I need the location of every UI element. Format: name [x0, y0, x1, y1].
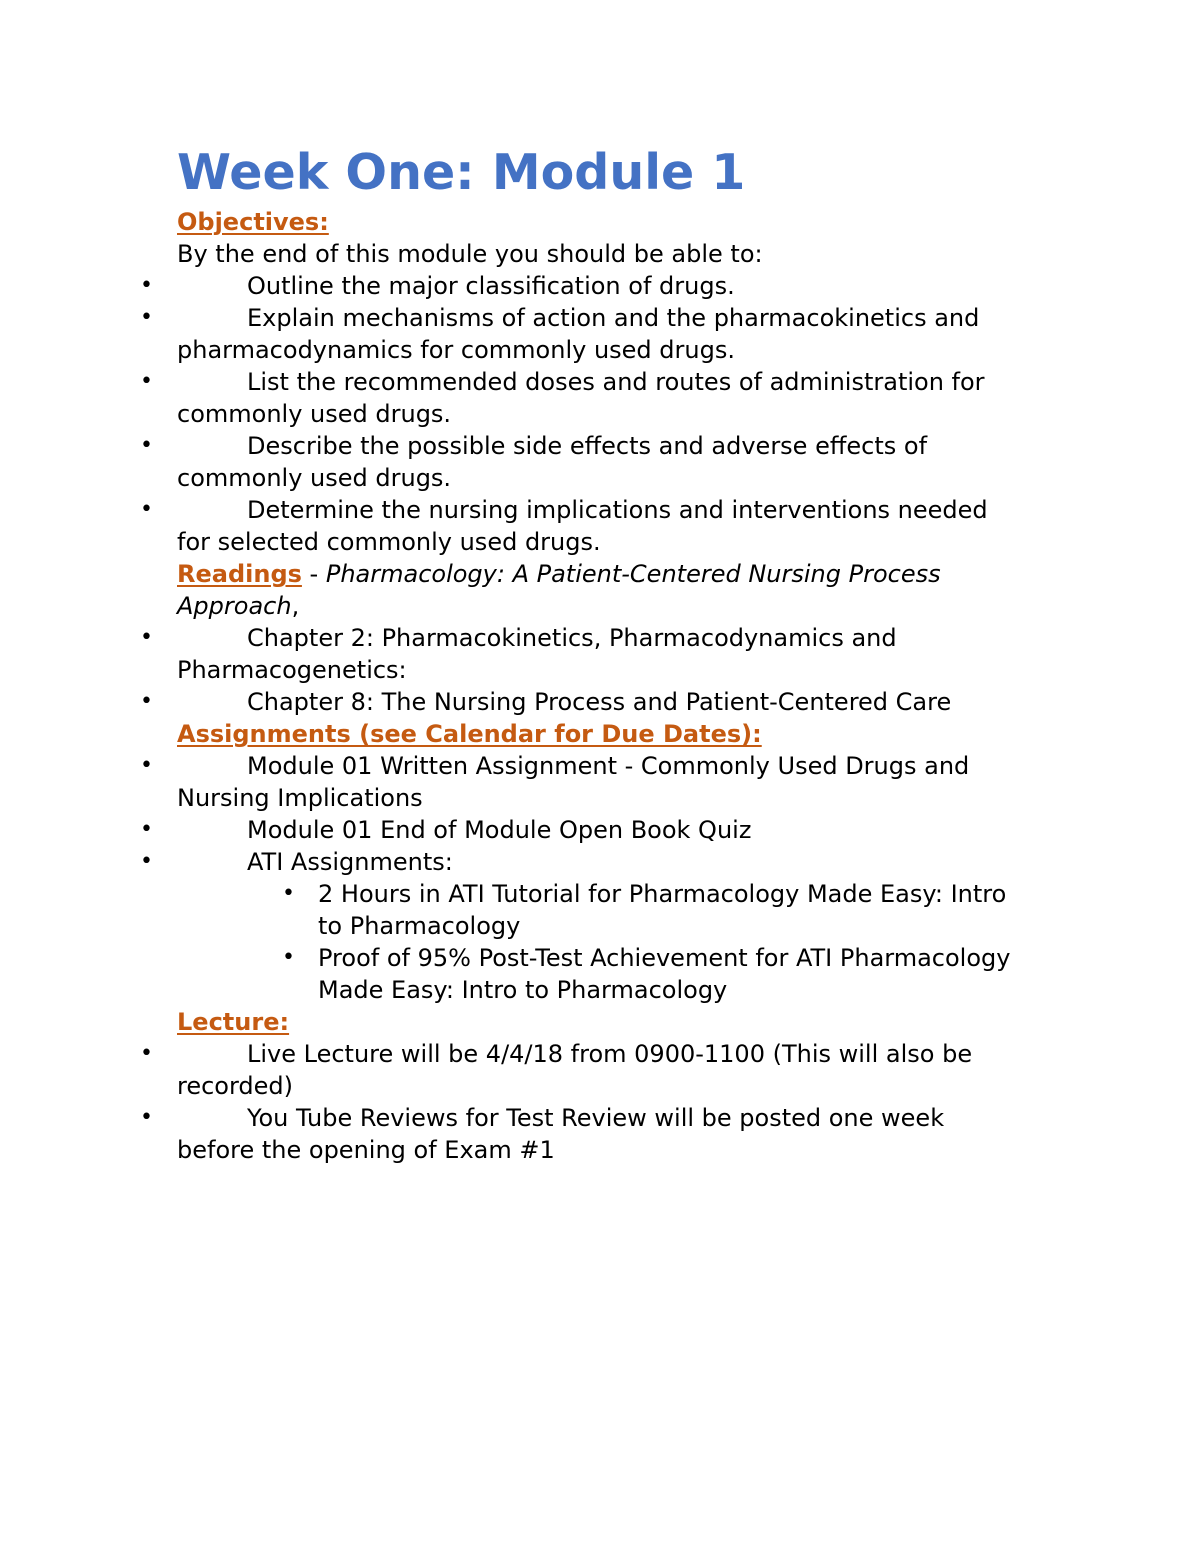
readings-line: [177, 558, 1027, 622]
list-item: [140, 1038, 1027, 1102]
list-item: [140, 366, 1027, 430]
reading-text: Chapter 2: Pharmacokinetics, Pharmacodynamics and Pharmacogenetics:: [177, 624, 897, 684]
page-title: Week One: Module 1: [177, 144, 746, 201]
bullet-icon: •: [140, 1105, 153, 1130]
bullet-icon: •: [140, 817, 153, 842]
list-item: [140, 686, 1027, 718]
list-item: [282, 942, 1027, 1006]
bullet-icon: •: [140, 689, 153, 714]
lecture-list: [140, 1038, 1027, 1166]
list-item: [140, 494, 1027, 558]
list-item: [140, 270, 1027, 302]
bullet-icon: •: [140, 625, 153, 650]
readings-book-suffix: ,: [291, 592, 300, 620]
objective-text: Determine the nursing implications and interventions needed for selected commonly used drugs.: [177, 496, 988, 556]
objectives-intro: By the end of this module you should be able to:: [177, 240, 763, 268]
objective-text: Describe the possible side effects and adverse effects of commonly used drugs.: [177, 432, 928, 492]
list-item: [140, 430, 1027, 494]
ati-subitem-text: Proof of 95% Post-Test Achievement for ATI Pharmacology Made Easy: Intro to Pharmacology: [318, 944, 1011, 1004]
list-item: [140, 1102, 1027, 1166]
assignment-text: Module 01 Written Assignment - Commonly Used Drugs and Nursing Implications: [177, 752, 970, 812]
lecture-heading: Lecture:: [177, 1008, 290, 1036]
objective-text: Explain mechanisms of action and the pharmacokinetics and pharmacodynamics for commonly used drugs.: [177, 304, 980, 364]
bullet-icon: •: [140, 753, 153, 778]
readings-heading: Readings: [177, 560, 302, 588]
objective-text: Outline the major classification of drugs.: [247, 272, 735, 300]
assignments-list: [140, 750, 1027, 878]
assignments-heading: Assignments (see Calendar for Due Dates):: [177, 720, 762, 748]
bullet-icon: •: [140, 433, 153, 458]
list-item: [140, 750, 1027, 814]
bullet-icon: •: [140, 369, 153, 394]
lecture-text: Live Lecture will be 4/4/18 from 0900-1100 (This will also be recorded): [177, 1040, 973, 1100]
objectives-list: [140, 270, 1027, 558]
readings-list: [140, 622, 1027, 718]
objectives-heading: Objectives:: [177, 208, 329, 236]
readings-separator: -: [301, 560, 326, 588]
reading-text: Chapter 8: The Nursing Process and Patient-Centered Care: [247, 688, 952, 716]
bullet-icon: •: [140, 497, 153, 522]
ati-subitem-text: 2 Hours in ATI Tutorial for Pharmacology Made Easy: Intro to Pharmacology: [318, 880, 1007, 940]
list-item: [140, 814, 1027, 846]
list-item: [140, 302, 1027, 366]
list-item: [140, 622, 1027, 686]
bullet-icon: •: [140, 849, 153, 874]
assignment-text: Module 01 End of Module Open Book Quiz: [247, 816, 752, 844]
objective-text: List the recommended doses and routes of administration for commonly used drugs.: [177, 368, 985, 428]
lecture-text: You Tube Reviews for Test Review will be posted one week before the opening of Exam #1: [177, 1104, 945, 1164]
bullet-icon: •: [140, 1041, 153, 1066]
bullet-icon: •: [282, 945, 295, 970]
ati-sublist: [177, 878, 1027, 1006]
document-content: [140, 140, 1027, 1166]
list-item: [140, 846, 1027, 878]
bullet-icon: •: [140, 305, 153, 330]
bullet-icon: •: [140, 273, 153, 298]
assignment-text: ATI Assignments:: [247, 848, 453, 876]
list-item: [282, 878, 1027, 942]
readings-book-title: Pharmacology: A Patient-Centered Nursing Process Approach: [177, 560, 941, 620]
bullet-icon: •: [282, 881, 295, 906]
